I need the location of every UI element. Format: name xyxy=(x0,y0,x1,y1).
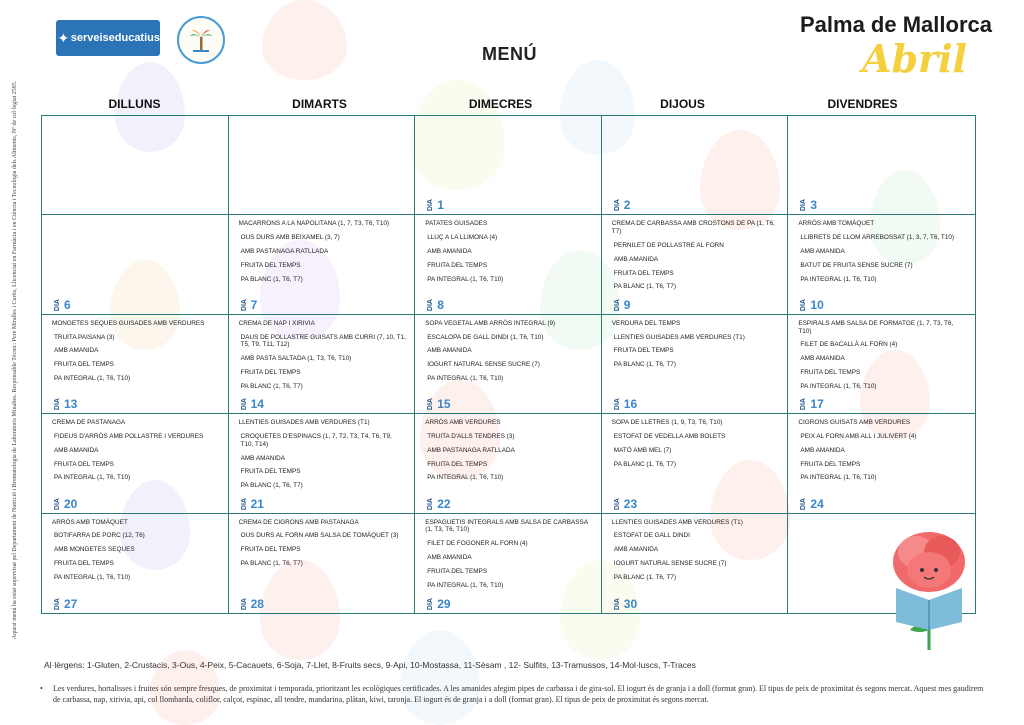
dish-item: CREMA DE PASTANAGA xyxy=(52,419,126,427)
dish-item: FRUITA DEL TEMPS xyxy=(240,261,301,269)
dish-item: PA INTEGRAL (1, T6, T10) xyxy=(427,474,504,482)
dish-item: CROQUETES D'ESPINACS (1, 7, T2, T3, T4, T6, T9, T10, T14) xyxy=(240,433,392,448)
dia-label: DIA xyxy=(427,597,435,610)
dia-label: DIA xyxy=(54,298,61,311)
side-credit-text: Aquest menú ha estat supervisat pel Departament de Nutrició i Bromatologia de Laboratoris Minaltes. Responsable Tècnic: Pere Miralles i Curtis, Llicenciat en Farmàcia i en Ciència i Tecnologia dels Aliments, Nº de col·legiat 2585. xyxy=(12,80,18,640)
day-label xyxy=(800,398,823,410)
dish-item: PA BLANC (1, T6, T7) xyxy=(613,283,676,291)
day-number: 7 xyxy=(250,297,258,312)
day-number: 10 xyxy=(810,297,824,312)
day-label xyxy=(427,398,450,410)
day-label xyxy=(241,299,258,311)
dish-item: AMB AMANIDA xyxy=(54,446,99,454)
dia-label: DIA xyxy=(800,398,808,411)
day-cell xyxy=(229,116,416,215)
weekday-header-monday: DILLUNS xyxy=(108,97,161,111)
dish-item: ARRÒS AMB TOMÀQUET xyxy=(52,518,128,526)
dia-label: DIA xyxy=(240,298,248,311)
dish-item: FRUITA DEL TEMPS xyxy=(54,560,114,568)
day-number: 29 xyxy=(437,597,451,611)
dish-item: LLIBRETS DE LLOM ARREBOSSAT (1, 3, 7, T6, T10) xyxy=(800,234,955,242)
day-number: 28 xyxy=(250,597,264,611)
day-cell xyxy=(788,215,975,314)
dish-item: FRUITA DEL TEMPS xyxy=(54,460,114,468)
day-number: 6 xyxy=(64,297,71,312)
dish-item: FIDEUS D'ARRÒS AMB POLLASTRE I VERDURES xyxy=(54,433,204,440)
dish-item: FILET DE BACALLÀ AL FORN (4) xyxy=(800,341,898,349)
dish-item: PA BLANC (1, T6, T7) xyxy=(240,560,303,568)
dish-item: ARRÒS AMB TOMÀQUET xyxy=(798,220,875,228)
dish-item: FRUITA DEL TEMPS xyxy=(240,468,301,476)
day-cell xyxy=(788,116,975,215)
dish-item: FRUITA DEL TEMPS xyxy=(54,361,114,369)
background-egg xyxy=(400,630,480,725)
month-name: Abril xyxy=(862,36,967,81)
dish-item: TRUITA D'ALLS TENDRES (3) xyxy=(427,433,515,440)
dia-label: DIA xyxy=(613,497,621,510)
day-cell xyxy=(415,116,602,215)
day-cell xyxy=(788,414,975,513)
dish-item: AMB PASTANAGA RATLLADA xyxy=(240,248,329,256)
day-label xyxy=(614,199,631,211)
day-label xyxy=(241,498,264,510)
day-cell xyxy=(229,514,416,613)
dish-item: AMB MONGETES SEQUES xyxy=(54,546,135,554)
day-label xyxy=(427,299,444,311)
dia-label: DIA xyxy=(613,199,621,212)
dish-item: AMB AMANIDA xyxy=(800,248,845,256)
dish-item: SOPA VEGETAL AMB ARRÒS INTEGRAL (9) xyxy=(425,319,556,327)
dish-item: AMB PASTANAGA RATLLADA xyxy=(427,446,515,454)
dish-item: ESTOFAT DE GALL DINDI xyxy=(613,532,690,540)
dia-label: DIA xyxy=(613,398,621,411)
day-label xyxy=(800,498,823,510)
dish-item: PA BLANC (1, T6, T7) xyxy=(240,275,303,283)
dia-label: DIA xyxy=(613,298,621,311)
dia-label: DIA xyxy=(613,597,621,610)
dish-item: FRUITA DEL TEMPS xyxy=(427,261,488,269)
dish-item: AMB AMANIDA xyxy=(613,546,659,554)
dish-item: MATÓ AMB MEL (7) xyxy=(613,446,672,454)
dish-item: MONGETES SEQUES GUISADES AMB VERDURES xyxy=(52,319,205,327)
day-label xyxy=(427,199,444,211)
day-cell xyxy=(415,414,602,513)
dish-item: ESPAGUETIS INTEGRALS AMB SALSA DE CARBASSA (1, T3, T6, T10) xyxy=(425,518,588,534)
dish-item: LLUÇ A LA LLIMONA (4) xyxy=(427,234,498,242)
background-egg xyxy=(262,0,347,80)
day-number: 3 xyxy=(810,198,818,213)
day-number: 30 xyxy=(623,597,638,611)
menu-notes: • Les verdures, hortalisses i fruites són sempre fresques, de proximitat i temporada, prioritzant les ecològiques certificades. A les amanides afegim pipes de carbassa i de gira-sol. El iogurt és de granja i a doll (format gran). El tipus de peix de proximitat és segons mercat. Aquest mes gaudirem de carbassa, nap, xirivia, api, col llombarda, coliflor, calçot, espinac, all tendre, mandarina, plàtan, kiwi, taronja. El iogurt és de granja i a doll (format gran). El tipus de peix de proximitat és segons mercat. xyxy=(40,684,984,704)
day-number: 27 xyxy=(64,597,78,611)
dish-item: PA BLANC (1, T6, T7) xyxy=(613,573,676,581)
bullet-icon: • xyxy=(40,684,43,693)
dish-item: OUS DURS AL FORN AMB SALSA DE TOMÀQUET (3) xyxy=(240,532,399,540)
day-cell xyxy=(602,414,789,513)
dia-label: DIA xyxy=(240,497,248,510)
palm-tree-logo-icon xyxy=(177,16,225,64)
day-number: 15 xyxy=(437,397,451,412)
day-number: 21 xyxy=(250,496,264,511)
rose-reading-book-icon xyxy=(886,530,972,654)
dia-label: DIA xyxy=(54,597,61,610)
dish-item: CREMA DE CIGRONS AMB PASTANAGA xyxy=(238,518,359,526)
dish-item: MACARRONS A LA NAPOLITANA (1, 7, T3, T6, T10) xyxy=(238,220,390,228)
dish-item: PEIX AL FORN AMB ALL I JULIVERT (4) xyxy=(800,433,917,440)
day-number: 2 xyxy=(623,198,631,213)
dish-item: IOGURT NATURAL SENSE SUCRE (7) xyxy=(613,560,727,568)
dish-item: AMB AMANIDA xyxy=(427,248,472,256)
dish-item: AMB AMANIDA xyxy=(240,454,285,462)
dish-item: ARRÒS AMB VERDURES xyxy=(425,419,501,427)
day-number: 23 xyxy=(623,496,638,511)
dish-item: PA INTEGRAL (1, T6, T10) xyxy=(800,382,877,390)
dia-label: DIA xyxy=(240,398,248,411)
dia-label: DIA xyxy=(240,597,248,610)
serveis-educatius-logo: ✦ serveiseducatius xyxy=(56,20,160,56)
dish-item: CIGRONS GUISATS AMB VERDURES xyxy=(798,419,911,427)
day-cell xyxy=(42,414,229,513)
day-number: 22 xyxy=(437,496,451,511)
weekday-header-wednesday: DIMECRES xyxy=(468,97,533,111)
dish-item: CREMA DE NAP I XIRIVIA xyxy=(238,319,315,327)
dish-item: AMB PASTA SALTADA (1, T3, T6, T10) xyxy=(240,355,352,363)
dish-item: OUS DURS AMB BEIXAMEL (3, 7) xyxy=(240,234,340,242)
dish-item: FRUITA DEL TEMPS xyxy=(800,369,861,377)
weekday-header-tuesday: DIMARTS xyxy=(292,97,347,111)
dia-label: DIA xyxy=(427,497,435,510)
dish-item: FRUITA DEL TEMPS xyxy=(240,546,301,554)
day-number: 9 xyxy=(623,297,631,312)
day-cell xyxy=(602,215,789,314)
dia-label: DIA xyxy=(800,497,808,510)
dia-label: DIA xyxy=(800,199,808,212)
day-label xyxy=(241,398,264,410)
day-cell xyxy=(602,514,789,613)
day-number: 17 xyxy=(810,397,824,412)
day-label xyxy=(54,398,77,410)
dish-item: IOGURT NATURAL SENSE SUCRE (7) xyxy=(427,361,540,369)
dish-item: ESTOFAT DE VEDELLA AMB BOLETS xyxy=(613,433,726,440)
dish-item: PA INTEGRAL (1, T6, T10) xyxy=(427,375,504,383)
dish-item: FILET DE FOGONER AL FORN (4) xyxy=(427,540,528,548)
day-label xyxy=(54,598,77,610)
day-cell xyxy=(229,414,416,513)
weekday-header-friday: DIVENDRES xyxy=(827,97,898,111)
day-cell xyxy=(42,315,229,414)
menu-calendar-grid xyxy=(41,115,976,614)
dish-item: PA INTEGRAL (1, T6, T10) xyxy=(427,275,504,283)
dia-label: DIA xyxy=(54,398,61,411)
day-number: 14 xyxy=(250,397,264,412)
dia-label: DIA xyxy=(427,398,435,411)
day-number: 13 xyxy=(64,397,78,412)
dish-item: SOPA DE LLETRES (1, 9, T3, T6, T10) xyxy=(611,419,723,427)
dish-item: AMB AMANIDA xyxy=(800,446,845,454)
day-label xyxy=(427,498,450,510)
weekday-header-thursday: DIJOUS xyxy=(660,97,705,111)
day-cell xyxy=(42,116,229,215)
day-label xyxy=(614,598,637,610)
dish-item: PA BLANC (1, T6, T7) xyxy=(240,382,303,390)
dish-item: PA INTEGRAL (1, T6, T10) xyxy=(54,573,131,581)
city-name: Palma de Mallorca xyxy=(800,12,992,37)
day-number: 16 xyxy=(623,397,638,412)
dish-item: AMB AMANIDA xyxy=(54,347,99,355)
dish-item: TRUITA PAISANA (3) xyxy=(54,333,115,341)
dish-item: PA BLANC (1, T6, T7) xyxy=(613,361,676,369)
dish-item: VERDURA DEL TEMPS xyxy=(611,319,681,327)
dish-item: FRUITA DEL TEMPS xyxy=(613,269,674,277)
dia-label: DIA xyxy=(54,497,61,510)
day-number: 1 xyxy=(437,198,444,213)
dish-item: CREMA DE CARBASSA AMB CROSTONS DE PA (1, T6, T7) xyxy=(611,220,775,236)
dish-item: PA BLANC (1, T6, T7) xyxy=(240,482,303,490)
dish-item: LLENTIES GUISADES AMB VERDURES (T1) xyxy=(613,333,745,341)
dish-item: AMB AMANIDA xyxy=(427,554,472,562)
people-icon: ✦ xyxy=(57,29,70,46)
day-number: 8 xyxy=(437,297,444,312)
dish-item: FRUITA DEL TEMPS xyxy=(427,567,488,575)
dish-item: BATUT DE FRUITA SENSE SUCRE (7) xyxy=(800,261,913,269)
day-label xyxy=(614,398,637,410)
dish-item: PA INTEGRAL (1, T6, T10) xyxy=(427,581,504,589)
day-label xyxy=(427,598,450,610)
dish-item: FRUITA DEL TEMPS xyxy=(427,460,488,468)
dish-item: PERNILET DE POLLASTRE AL FORN xyxy=(613,242,724,250)
dish-item: LLENTIES GUISADES AMB VERDURES (T1) xyxy=(611,518,743,526)
day-cell xyxy=(42,215,229,314)
dish-item: FRUITA DEL TEMPS xyxy=(240,369,301,377)
day-cell xyxy=(602,315,789,414)
day-label xyxy=(614,299,631,311)
dish-item: AMB AMANIDA xyxy=(427,347,472,355)
dish-item: PA INTEGRAL (1, T6, T10) xyxy=(800,474,877,482)
dish-item: FRUITA DEL TEMPS xyxy=(800,460,861,468)
day-label xyxy=(800,299,823,311)
dish-item: AMB AMANIDA xyxy=(800,355,845,363)
day-cell xyxy=(415,514,602,613)
dish-item: LLENTIES GUISADES AMB VERDURES (T1) xyxy=(238,419,370,427)
day-label xyxy=(241,598,264,610)
day-cell xyxy=(602,116,789,215)
dish-item: AMB AMANIDA xyxy=(613,255,659,263)
dish-item: ESCALOPA DE GALL DINDI (1, T6, T10) xyxy=(427,333,544,341)
day-cell xyxy=(42,514,229,613)
dia-label: DIA xyxy=(427,298,435,311)
day-cell xyxy=(415,215,602,314)
menu-title: MENÚ xyxy=(482,44,537,64)
dish-item: PA INTEGRAL (1, T6, T10) xyxy=(54,375,131,383)
dish-item: ESPIRALS AMB SALSA DE FORMATGE (1, 7, T3, T6, T10) xyxy=(798,319,954,335)
dish-item: PA BLANC (1, T6, T7) xyxy=(613,460,676,468)
day-number: 24 xyxy=(810,496,824,511)
day-label xyxy=(614,498,637,510)
day-cell xyxy=(415,315,602,414)
day-cell xyxy=(229,215,416,314)
day-cell xyxy=(229,315,416,414)
day-label xyxy=(800,199,817,211)
day-label xyxy=(54,299,71,311)
dish-item: PA INTEGRAL (1, T6, T10) xyxy=(54,474,131,482)
dish-item: PATATES GUISADES xyxy=(425,220,488,228)
dia-label: DIA xyxy=(427,199,435,212)
dia-label: DIA xyxy=(800,298,808,311)
dish-item: PA INTEGRAL (1, T6, T10) xyxy=(800,275,877,283)
day-label xyxy=(54,498,77,510)
allergens-legend: Al·lèrgens: 1-Gluten, 2-Crustacis, 3-Ous, 4-Peix, 5-Cacauets, 6-Soja, 7-Llet, 8-Fruits secs, 9-Api, 10-Mostassa, 11-Sèsam , 12- Sulfits, 13-Tramussos, 14-Mol·luscs, T-Traces xyxy=(44,660,696,670)
dish-item: DAUS DE POLLASTRE GUISATS AMB CURRI (7, 10, T1, T5, T9, T11, T12) xyxy=(240,333,406,349)
dish-item: FRUITA DEL TEMPS xyxy=(613,347,674,355)
day-number: 20 xyxy=(64,496,78,511)
dish-item: BOTIFARRA DE PORC (12, T6) xyxy=(54,532,145,540)
day-cell xyxy=(788,315,975,414)
